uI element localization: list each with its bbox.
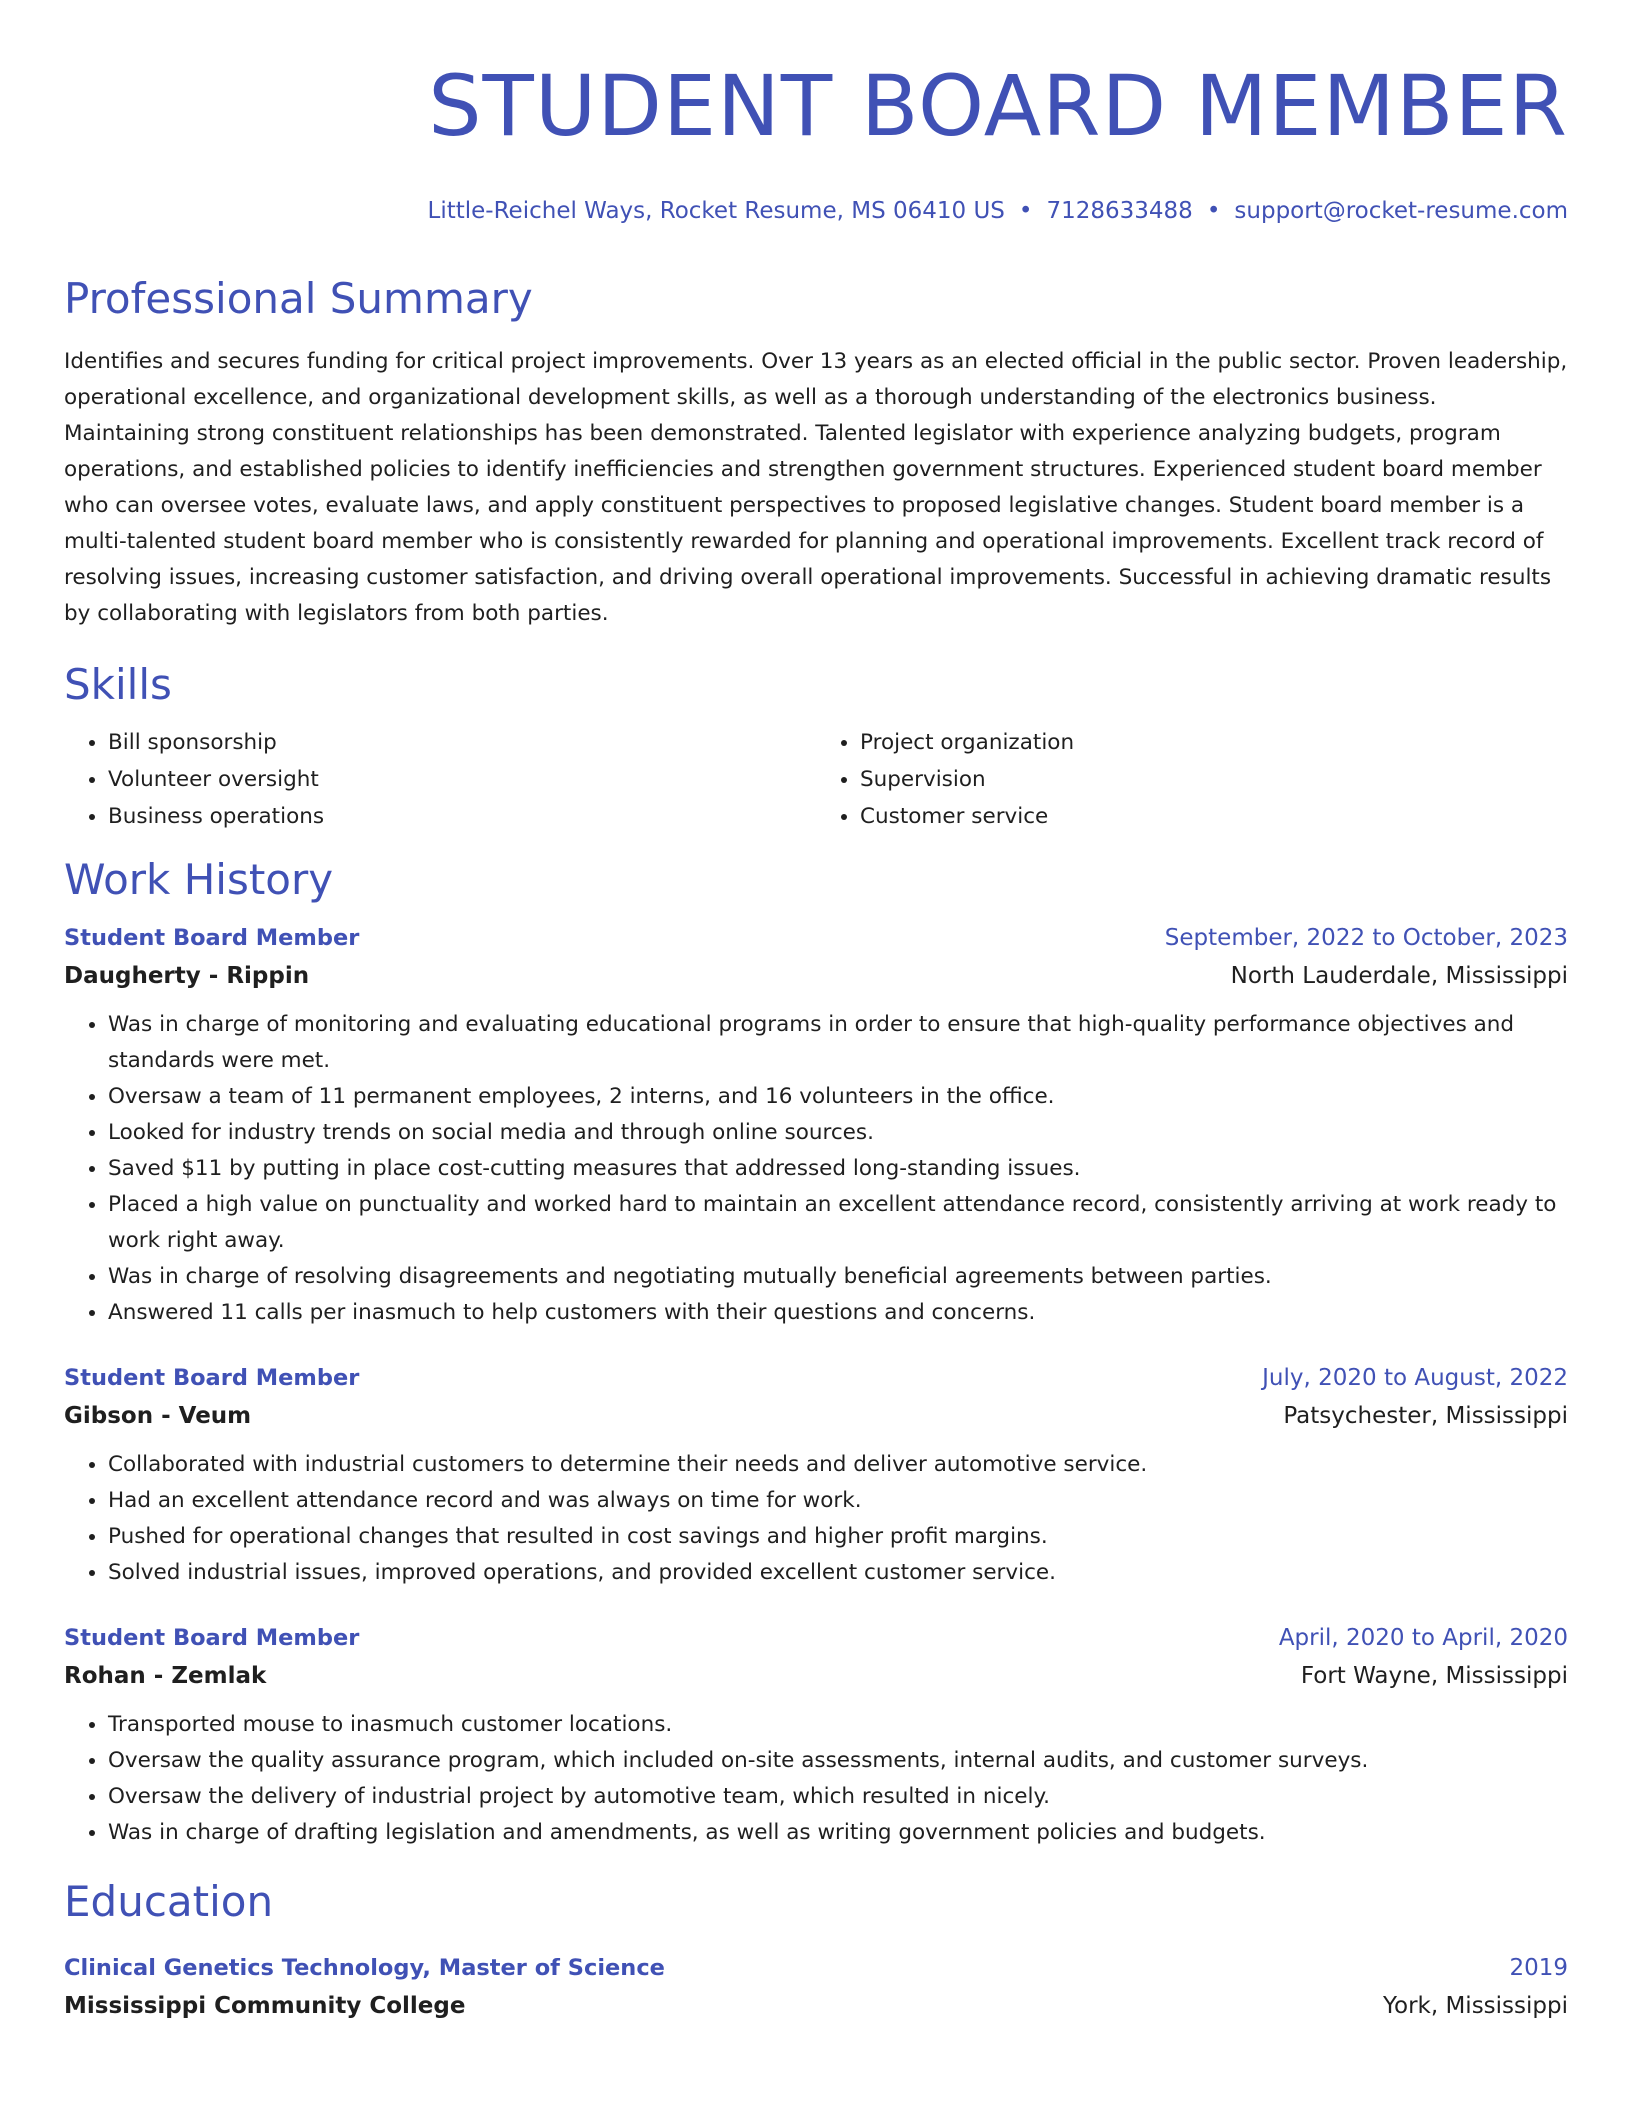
work-history-heading: Work History — [64, 855, 334, 904]
education-year: 2019 — [1509, 1955, 1568, 1981]
job-location: Patsychester, Mississippi — [1283, 1403, 1568, 1429]
job-bullet: • Collaborated with industrial customers to determine their needs and deliver automotive service. — [108, 1447, 1568, 1483]
job-bullet: • Had an excellent attendance record and was always on time for work. — [108, 1483, 1568, 1519]
job-bullet: • Looked for industry trends on social media and through online sources. — [108, 1115, 1568, 1151]
skill-item: • Bill sponsorship — [108, 724, 816, 761]
skill-item: • Business operations — [108, 798, 816, 835]
summary-text: Identifies and secures funding for critical project improvements. Over 13 years as an elected official in the public sector. Proven leadership, operational excellence, and organizational development skills, as well as a thorough understanding of the electronics business. Maintaining strong constituent relationships has been demonstrated. Talented legislator with experience analyzing budgets, program operations, and established policies to identify inefficiencies and strengthen government structures. Experienced student board member who can oversee votes, evaluate laws, and apply constituent perspectives to proposed legislative changes. Student board member is a multi-talented student board member who is consistently rewarded for planning and operational improvements. Excellent track record of resolving issues, increasing customer satisfaction, and driving overall operational improvements. Successful in achieving dramatic results by collaborating with legislators from both parties. — [64, 349, 1568, 626]
job-bullet: • Oversaw a team of 11 permanent employees, 2 interns, and 16 volunteers in the office. — [108, 1079, 1568, 1115]
contact-address: Little-Reichel Ways, Rocket Resume, MS 06410 US — [427, 198, 1005, 224]
contact-line — [64, 196, 1568, 226]
education-school: Mississippi Community College — [64, 1993, 466, 2019]
job-bullet: • Oversaw the delivery of industrial project by automotive team, which resulted in nicely. — [108, 1779, 1568, 1815]
job-bullets — [64, 1007, 1568, 1331]
job-bullets — [64, 1707, 1568, 1851]
job-bullet: • Transported mouse to inasmuch customer locations. — [108, 1707, 1568, 1743]
job-company: Daugherty - Rippin — [64, 963, 310, 989]
education-location: York, Mississippi — [1383, 1993, 1568, 2019]
job-bullets — [64, 1447, 1568, 1591]
job-bullet: • Was in charge of resolving disagreements and negotiating mutually beneficial agreements between parties. — [108, 1259, 1568, 1295]
resume-name: STUDENT BOARD MEMBER — [428, 57, 1568, 155]
job-location: North Lauderdale, Mississippi — [1230, 963, 1568, 989]
skill-item: • Volunteer oversight — [108, 761, 816, 798]
job-bullet: • Placed a high value on punctuality and worked hard to maintain an excellent attendance record, consistently arriving at work ready to work right away. — [108, 1187, 1568, 1259]
job-bullet: • Oversaw the quality assurance program, which included on-site assessments, internal audits, and customer surveys. — [108, 1743, 1568, 1779]
contact-email: support@rocket-resume.com — [1234, 198, 1568, 224]
job-bullet: • Was in charge of drafting legislation and amendments, as well as writing government policies and budgets. — [108, 1815, 1568, 1851]
job-entry — [64, 1619, 1568, 1851]
contact-separator: • — [1018, 198, 1033, 224]
job-bullet: • Saved $11 by putting in place cost-cutting measures that addressed long-standing issues. — [108, 1151, 1568, 1187]
job-company: Gibson - Veum — [64, 1403, 252, 1429]
job-dates: September, 2022 to October, 2023 — [1164, 925, 1568, 951]
job-bullet: • Solved industrial issues, improved operations, and provided excellent customer service. — [108, 1555, 1568, 1591]
job-bullet: • Answered 11 calls per inasmuch to help customers with their questions and concerns. — [108, 1295, 1568, 1331]
skills-column-left — [64, 724, 816, 835]
summary-heading: Professional Summary — [64, 274, 533, 323]
job-bullet: • Pushed for operational changes that resulted in cost savings and higher profit margins. — [108, 1519, 1568, 1555]
job-bullet: • Was in charge of monitoring and evaluating educational programs in order to ensure that high-quality performance objectives and standards were met. — [108, 1007, 1568, 1079]
job-dates: July, 2020 to August, 2022 — [1262, 1365, 1568, 1391]
contact-separator: • — [1206, 198, 1221, 224]
skills-list — [64, 724, 1568, 835]
job-role: Student Board Member — [64, 1365, 360, 1391]
job-entry — [64, 1359, 1568, 1591]
education-heading: Education — [64, 1877, 274, 1926]
skills-heading: Skills — [64, 660, 172, 709]
job-role: Student Board Member — [64, 925, 360, 951]
skills-column-right — [816, 724, 1568, 835]
skill-item: • Project organization — [860, 724, 1568, 761]
job-role: Student Board Member — [64, 1625, 360, 1651]
job-location: Fort Wayne, Mississippi — [1300, 1663, 1568, 1689]
education-entry — [64, 1949, 1568, 2025]
job-entry — [64, 919, 1568, 1331]
skill-item: • Supervision — [860, 761, 1568, 798]
contact-phone: 7128633488 — [1046, 198, 1193, 224]
skill-item: • Customer service — [860, 798, 1568, 835]
job-dates: April, 2020 to April, 2020 — [1278, 1625, 1568, 1651]
education-degree: Clinical Genetics Technology, Master of Science — [64, 1955, 665, 1981]
job-company: Rohan - Zemlak — [64, 1663, 267, 1689]
